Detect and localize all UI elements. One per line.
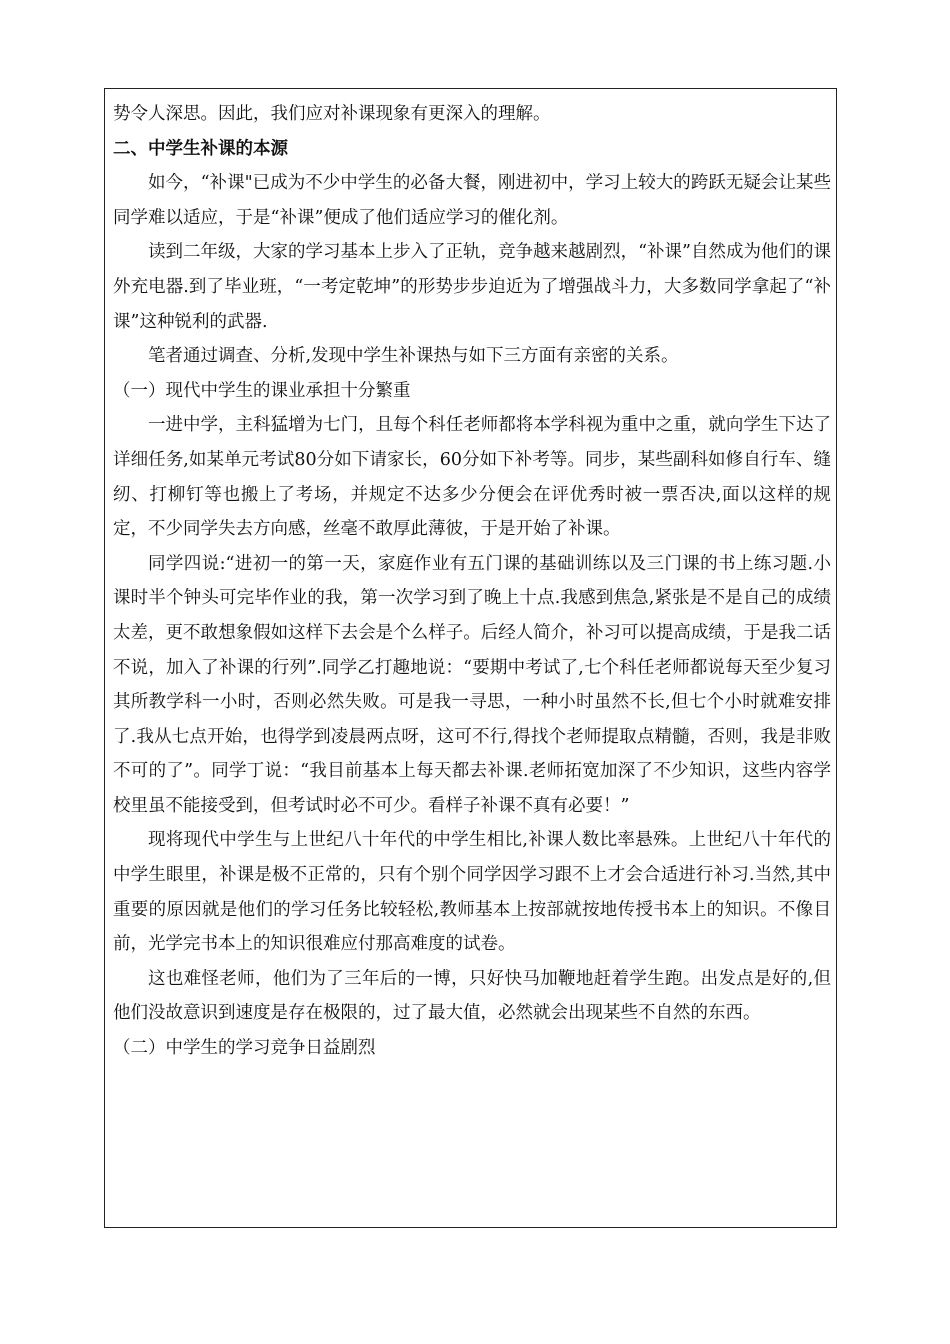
section-heading: 二、中学生补课的本源: [113, 138, 288, 159]
paragraph: 读到二年级，大家的学习基本上步入了正轨，竞争越来越剧烈，“补课”自然成为他们的课外充电器.到了毕业班，“一考定乾坤”的形势步步迫近为了增强战斗力，大多数同学拿起了“补课”这种锐利的武器.: [113, 242, 831, 332]
paragraph: 现将现代中学生与上世纪八十年代的中学生相比,补课人数比率悬殊。上世纪八十年代的中学生眼里，补课是极不正常的，只有个别个同学因学习跟不上才会合适进行补习.当然,其中重要的原因就是他们的学习任务比较轻松,教师基本上按部就按地传授书本上的知识。不像目前，光学完书本上的知识很难应付那高难度的试卷。: [113, 830, 831, 955]
paragraph: 笔者通过调查、分析,发现中学生补课热与如下三方面有亲密的关系。: [148, 346, 679, 367]
document-body: [113, 97, 831, 1066]
paragraph: 一进中学，主科猛增为七门，且每个科任老师都将本学科视为重中之重，就向学生下达了详细任务,如某单元考试80分如下请家长，60分如下补考等。同步，某些副科如修自行车、缝纫、打柳钉等也搬上了考场，并规定不达多少分便会在评优秀时被一票否决,面以这样的规定，不少同学失去方向感，丝毫不敢厚此薄彼，于是开始了补课。: [113, 415, 831, 540]
paragraph: 同学四说:“进初一的第一天，家庭作业有五门课的基础训练以及三门课的书上练习题.小课时半个钟头可完毕作业的我，第一次学习到了晚上十点.我感到焦急,紧张是不是自己的成绩太差，更不敢想象假如这样下去会是个么样子。后经人简介，补习可以提高成绩，于是我二话不说，加入了补课的行列”.同学乙打趣地说：“要期中考试了,七个科任老师都说每天至少复习其所教学科一小时，否则必然失败。可是我一寻思，一种小时虽然不长,但七个小时就难安排了.我从七点开始，也得学到凌晨两点呀，这可不行,得找个老师提取点精髓，否则，我是非败不可的了”。同学丁说：“我目前基本上每天都去补课.老师拓宽加深了不少知识，这些内容学校里虽不能接受到，但考试时必不可少。看样子补课不真有必要！”: [113, 553, 831, 816]
subsection-heading: （一）现代中学生的课业承担十分繁重: [113, 380, 411, 401]
subsection-heading: （二）中学生的学习竞争日益剧烈: [113, 1038, 376, 1059]
paragraph: 如今，“补课"已成为不少中学生的必备大餐，刚进初中，学习上较大的跨跃无疑会让某些同学难以适应，于是“补课”便成了他们适应学习的催化剂。: [113, 173, 831, 228]
paragraph-continuation: 势令人深思。因此，我们应对补课现象有更深入的理解。: [113, 104, 551, 124]
paragraph: 这也难怪老师，他们为了三年后的一博，只好快马加鞭地赶着学生跑。出发点是好的,但他们没故意识到速度是存在极限的，过了最大值，必然就会出现某些不自然的东西。: [113, 968, 831, 1024]
